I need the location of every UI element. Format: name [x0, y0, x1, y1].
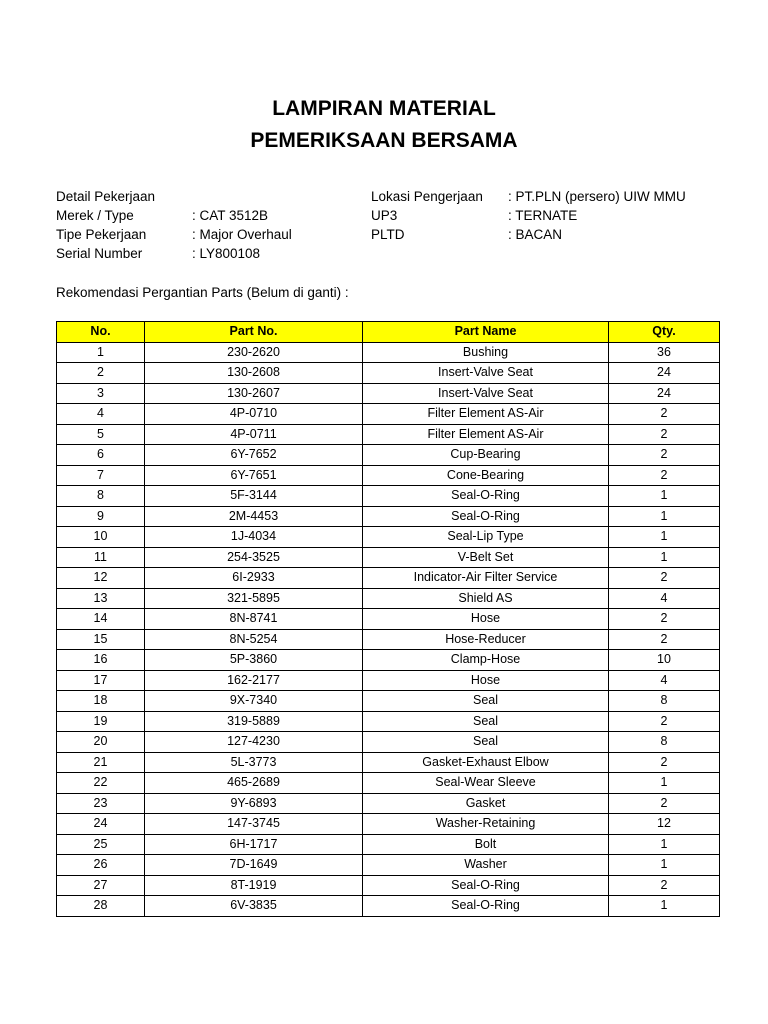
- row-qty: 2: [609, 752, 720, 773]
- row-part-no: 7D-1649: [145, 855, 363, 876]
- row-qty: 2: [609, 793, 720, 814]
- row-part-name: Shield AS: [363, 588, 609, 609]
- row-no: 21: [57, 752, 145, 773]
- row-part-name: Bolt: [363, 834, 609, 855]
- row-part-no: 4P-0710: [145, 404, 363, 425]
- table-row: [57, 875, 720, 896]
- row-no: 24: [57, 814, 145, 835]
- row-no: 3: [57, 383, 145, 404]
- row-no: 14: [57, 609, 145, 630]
- row-part-no: 6I-2933: [145, 568, 363, 589]
- location-detail-label-0: Lokasi Pengerjaan: [371, 189, 483, 204]
- row-qty: 4: [609, 670, 720, 691]
- location-detail-value-1: : TERNATE: [508, 208, 578, 223]
- row-no: 20: [57, 732, 145, 753]
- row-part-name: Seal-Lip Type: [363, 527, 609, 548]
- job-detail-value-3: : LY800108: [192, 246, 261, 261]
- recommendation-label: Rekomendasi Pergantian Parts (Belum di ganti) :: [56, 285, 349, 300]
- row-part-no: 5F-3144: [145, 486, 363, 507]
- row-part-no: 319-5889: [145, 711, 363, 732]
- row-part-no: 9Y-6893: [145, 793, 363, 814]
- job-detail-label-3: Serial Number: [56, 246, 143, 261]
- table-row: [57, 711, 720, 732]
- row-qty: 1: [609, 896, 720, 917]
- row-qty: 24: [609, 383, 720, 404]
- table-row: [57, 691, 720, 712]
- row-part-name: Filter Element AS-Air: [363, 404, 609, 425]
- header-part-no: Part No.: [145, 322, 363, 343]
- table-row: [57, 650, 720, 671]
- table-row: [57, 773, 720, 794]
- job-detail-value-2: : Major Overhaul: [192, 227, 292, 242]
- row-qty: 2: [609, 609, 720, 630]
- table-row: [57, 793, 720, 814]
- row-no: 13: [57, 588, 145, 609]
- row-no: 7: [57, 465, 145, 486]
- table-row: [57, 609, 720, 630]
- row-no: 1: [57, 342, 145, 363]
- row-part-name: Washer-Retaining: [363, 814, 609, 835]
- row-part-no: 1J-4034: [145, 527, 363, 548]
- table-row: [57, 670, 720, 691]
- table-row: [57, 834, 720, 855]
- row-part-no: 6Y-7651: [145, 465, 363, 486]
- table-row: [57, 486, 720, 507]
- row-qty: 1: [609, 834, 720, 855]
- row-qty: 2: [609, 875, 720, 896]
- row-no: 4: [57, 404, 145, 425]
- row-part-name: Bushing: [363, 342, 609, 363]
- table-row: [57, 568, 720, 589]
- row-part-no: 321-5895: [145, 588, 363, 609]
- row-no: 5: [57, 424, 145, 445]
- row-no: 25: [57, 834, 145, 855]
- row-part-name: Gasket: [363, 793, 609, 814]
- row-no: 12: [57, 568, 145, 589]
- row-part-no: 8T-1919: [145, 875, 363, 896]
- row-part-no: 8N-5254: [145, 629, 363, 650]
- row-part-no: 254-3525: [145, 547, 363, 568]
- row-part-no: 5L-3773: [145, 752, 363, 773]
- row-part-name: Seal-O-Ring: [363, 506, 609, 527]
- row-no: 15: [57, 629, 145, 650]
- job-detail-label-2: Tipe Pekerjaan: [56, 227, 147, 242]
- row-part-no: 6H-1717: [145, 834, 363, 855]
- row-part-no: 465-2689: [145, 773, 363, 794]
- row-part-name: Seal-O-Ring: [363, 875, 609, 896]
- row-part-no: 9X-7340: [145, 691, 363, 712]
- row-no: 19: [57, 711, 145, 732]
- row-no: 6: [57, 445, 145, 466]
- row-part-name: Insert-Valve Seat: [363, 363, 609, 384]
- parts-table-body: [57, 342, 720, 916]
- table-row: [57, 506, 720, 527]
- row-no: 10: [57, 527, 145, 548]
- row-qty: 1: [609, 547, 720, 568]
- job-detail-label-1: Merek / Type: [56, 208, 134, 223]
- row-qty: 10: [609, 650, 720, 671]
- location-detail-label-1: UP3: [371, 208, 398, 223]
- row-no: 16: [57, 650, 145, 671]
- row-no: 2: [57, 363, 145, 384]
- row-no: 17: [57, 670, 145, 691]
- job-detail-label-0: Detail Pekerjaan: [56, 189, 156, 204]
- row-part-no: 6V-3835: [145, 896, 363, 917]
- header-qty: Qty.: [609, 322, 720, 343]
- row-part-name: Insert-Valve Seat: [363, 383, 609, 404]
- row-qty: 2: [609, 568, 720, 589]
- job-detail-value-1: : CAT 3512B: [192, 208, 269, 223]
- row-qty: 1: [609, 855, 720, 876]
- row-part-name: Seal-O-Ring: [363, 486, 609, 507]
- row-part-no: 130-2608: [145, 363, 363, 384]
- row-qty: 2: [609, 445, 720, 466]
- row-qty: 4: [609, 588, 720, 609]
- row-qty: 1: [609, 506, 720, 527]
- row-qty: 2: [609, 465, 720, 486]
- location-details: [371, 187, 731, 247]
- row-part-name: Hose: [363, 670, 609, 691]
- table-row: [57, 588, 720, 609]
- row-qty: 1: [609, 773, 720, 794]
- row-part-name: Seal: [363, 732, 609, 753]
- row-part-name: Hose-Reducer: [363, 629, 609, 650]
- row-part-name: Gasket-Exhaust Elbow: [363, 752, 609, 773]
- row-no: 22: [57, 773, 145, 794]
- row-no: 23: [57, 793, 145, 814]
- row-no: 26: [57, 855, 145, 876]
- row-qty: 12: [609, 814, 720, 835]
- row-no: 27: [57, 875, 145, 896]
- location-detail-value-0: : PT.PLN (persero) UIW MMU: [508, 189, 686, 204]
- row-no: 18: [57, 691, 145, 712]
- row-no: 8: [57, 486, 145, 507]
- row-part-no: 130-2607: [145, 383, 363, 404]
- row-part-name: Indicator-Air Filter Service: [363, 568, 609, 589]
- table-row: [57, 465, 720, 486]
- row-part-no: 147-3745: [145, 814, 363, 835]
- location-detail-value-2: : BACAN: [508, 227, 563, 242]
- table-row: [57, 445, 720, 466]
- row-qty: 1: [609, 486, 720, 507]
- row-part-no: 5P-3860: [145, 650, 363, 671]
- table-header-row: [57, 322, 720, 343]
- row-part-no: 8N-8741: [145, 609, 363, 630]
- row-part-name: Seal-O-Ring: [363, 896, 609, 917]
- parts-table: [56, 321, 720, 917]
- row-part-no: 4P-0711: [145, 424, 363, 445]
- row-qty: 8: [609, 732, 720, 753]
- row-part-no: 230-2620: [145, 342, 363, 363]
- header-no: No.: [57, 322, 145, 343]
- document-title-line-2: PEMERIKSAAN BERSAMA: [250, 129, 518, 152]
- table-row: [57, 896, 720, 917]
- job-details: [56, 187, 376, 267]
- row-part-name: Seal: [363, 691, 609, 712]
- row-qty: 2: [609, 404, 720, 425]
- row-qty: 1: [609, 527, 720, 548]
- document-title-line-1: LAMPIRAN MATERIAL: [272, 97, 496, 120]
- row-qty: 2: [609, 711, 720, 732]
- row-qty: 2: [609, 629, 720, 650]
- row-part-name: Filter Element AS-Air: [363, 424, 609, 445]
- table-row: [57, 547, 720, 568]
- table-row: [57, 629, 720, 650]
- row-qty: 8: [609, 691, 720, 712]
- table-row: [57, 404, 720, 425]
- row-part-no: 162-2177: [145, 670, 363, 691]
- row-part-name: Clamp-Hose: [363, 650, 609, 671]
- row-qty: 36: [609, 342, 720, 363]
- row-part-name: Washer: [363, 855, 609, 876]
- header-part-name: Part Name: [363, 322, 609, 343]
- row-part-name: Cone-Bearing: [363, 465, 609, 486]
- row-part-name: Seal: [363, 711, 609, 732]
- row-no: 9: [57, 506, 145, 527]
- table-row: [57, 424, 720, 445]
- table-row: [57, 732, 720, 753]
- row-part-no: 6Y-7652: [145, 445, 363, 466]
- row-no: 28: [57, 896, 145, 917]
- row-qty: 2: [609, 424, 720, 445]
- row-part-name: Hose: [363, 609, 609, 630]
- table-row: [57, 363, 720, 384]
- table-row: [57, 752, 720, 773]
- table-row: [57, 527, 720, 548]
- table-row: [57, 814, 720, 835]
- row-part-no: 2M-4453: [145, 506, 363, 527]
- row-part-no: 127-4230: [145, 732, 363, 753]
- row-part-name: V-Belt Set: [363, 547, 609, 568]
- row-part-name: Seal-Wear Sleeve: [363, 773, 609, 794]
- location-detail-label-2: PLTD: [371, 227, 405, 242]
- table-row: [57, 855, 720, 876]
- row-part-name: Cup-Bearing: [363, 445, 609, 466]
- row-qty: 24: [609, 363, 720, 384]
- table-row: [57, 383, 720, 404]
- table-row: [57, 342, 720, 363]
- row-no: 11: [57, 547, 145, 568]
